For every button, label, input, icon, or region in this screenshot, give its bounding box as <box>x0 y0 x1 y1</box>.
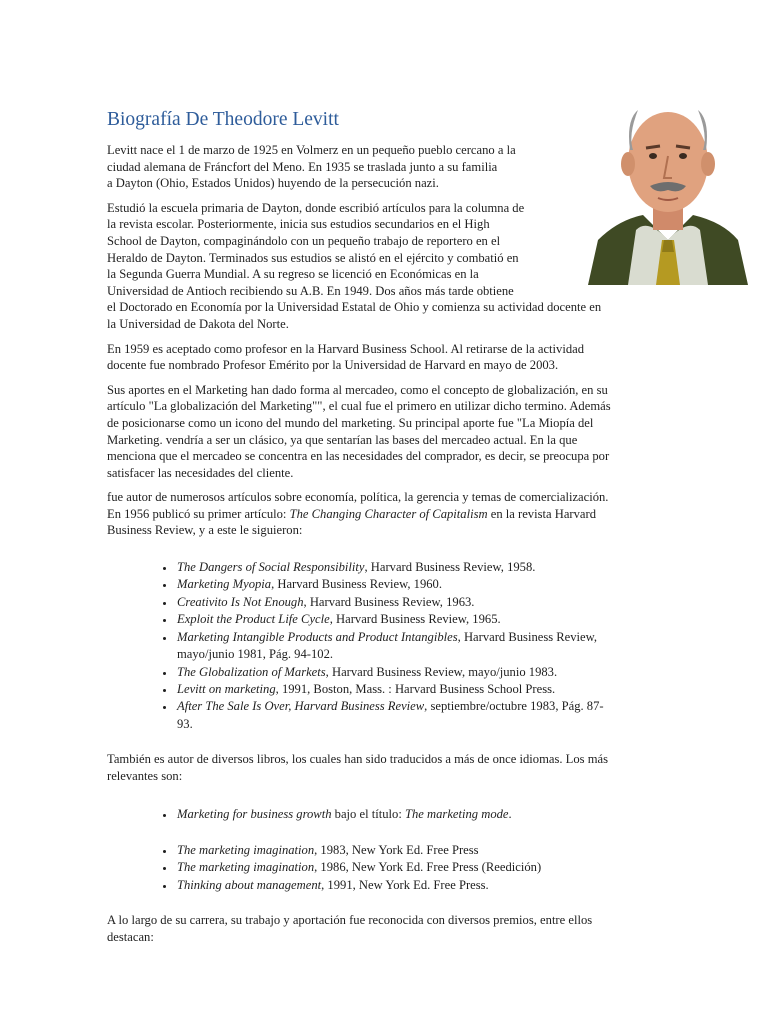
text-line: en la revista Harvard <box>487 506 596 521</box>
book-details: , 1983, New York Ed. Free Press <box>314 842 479 857</box>
article-details: , 1991, Boston, Mass. : Harvard Business School Press. <box>275 681 556 696</box>
text-line: menciona que el mercadeo se concentra en las necesidades del comprador, es decir, se preocupa por <box>107 449 610 464</box>
article-details: 93. <box>177 716 193 731</box>
paragraph-harvard <box>107 341 667 374</box>
article-title: After The Sale Is Over, Harvard Business Review <box>177 699 425 714</box>
article-details: , Harvard Business Review, 1965. <box>329 612 501 627</box>
paragraph-contributions <box>107 382 667 482</box>
article-details: , Harvard Business Review, 1958. <box>364 560 536 575</box>
book-details: bajo el título: <box>331 807 405 822</box>
list-item <box>175 594 667 611</box>
list-item <box>175 681 667 698</box>
text-line: Marketing. vendría a ser un clásico, ya que sentarían las bases del mercadeo actual. En la que <box>107 432 578 447</box>
book-details: , 1991, New York Ed. Free Press. <box>321 877 489 892</box>
article-title: The Dangers of Social Responsibility <box>177 560 365 575</box>
list-item <box>175 698 667 733</box>
text-line: En 1956 publicó su primer artículo: <box>107 506 290 521</box>
text-line: fue autor de numerosos artículos sobre economía, política, la gerencia y temas de comercialización. <box>107 490 609 505</box>
text-line: ciudad alemana de Fráncfort del Meno. En 1935 se traslada junto a su familia <box>107 159 498 174</box>
book-details: . <box>508 807 512 822</box>
article-details: , Harvard Business Review, <box>457 629 598 644</box>
book-title: The marketing imagination <box>177 842 315 857</box>
text-line: relevantes son: <box>107 768 183 783</box>
text-line: También es autor de diversos libros, los cuales han sido traducidos a más de once idiomas. Los más <box>107 752 609 767</box>
article-title: The Globalization of Markets <box>177 664 326 679</box>
paragraph-articles-intro <box>107 489 667 539</box>
article-title: Levitt on marketing <box>177 681 276 696</box>
article-title: Exploit the Product Life Cycle <box>177 612 330 627</box>
book-title: Marketing for business growth <box>177 807 332 822</box>
text-line: School de Dayton, compaginándolo con un pequeño trabajo de reportero en el <box>107 233 501 248</box>
text-line: satisfacer las necesidades del cliente. <box>107 465 294 480</box>
text-line: docente fue nombrado Profesor Emérito por la Universidad de Harvard en mayo de 2003. <box>107 358 559 373</box>
article-details: mayo/junio 1981, Pág. 94-102. <box>177 647 334 662</box>
text-line: artículo "La globalización del Marketing"", el cual fue el primero en utilizar dicho termino. Además <box>107 399 611 414</box>
list-item <box>175 859 667 876</box>
article-title: The Changing Character of Capitalism <box>289 506 488 521</box>
paragraph-books-intro <box>107 751 667 784</box>
paragraph-birth <box>107 142 577 192</box>
list-item <box>175 842 667 859</box>
book-details: , 1986, New York Ed. Free Press (Reedición) <box>314 860 542 875</box>
list-item <box>175 559 667 576</box>
text-line: Levitt nace el 1 de marzo de 1925 en Volmerz en un pequeño pueblo cercano a la <box>107 143 516 157</box>
article-title: Marketing Myopia <box>177 577 272 592</box>
articles-list <box>107 559 667 733</box>
document-body <box>107 108 667 953</box>
text-line: Universidad de Antioch recibiendo su A.B. En 1949. Dos años más tarde obtiene <box>107 283 514 298</box>
text-line: Heraldo de Dayton. Terminados sus estudios se alistó en el ejército y combatió en <box>107 250 519 265</box>
page-title: Biografía De Theodore Levitt <box>107 109 339 130</box>
text-line: a Dayton (Ohio, Estados Unidos) huyendo de la persecución nazi. <box>107 176 439 191</box>
list-item <box>175 611 667 628</box>
books-list <box>107 806 667 894</box>
article-details: , Harvard Business Review, 1963. <box>303 594 475 609</box>
text-line: Business Review, y a este le siguieron: <box>107 523 303 538</box>
paragraph-education <box>107 200 667 333</box>
book-title: Thinking about management <box>177 877 322 892</box>
text-line: la Segunda Guerra Mundial. A su regreso se licenció en Económicas en la <box>107 267 479 282</box>
list-item <box>175 629 667 664</box>
article-details: , septiembre/octubre 1983, Pág. 87- <box>424 699 604 714</box>
text-line: el Doctorado en Economía por la Universidad Estatal de Ohio y comienza su actividad docente en <box>107 300 602 315</box>
text-line: la Universidad de Dakota del Norte. <box>107 316 289 331</box>
book-title: The marketing mode <box>404 807 509 822</box>
paragraph-awards-intro <box>107 912 667 945</box>
text-line: Sus aportes en el Marketing han dado forma al mercadeo, como el concepto de globalización, en su <box>107 382 608 397</box>
text-line: Estudió la escuela primaria de Dayton, donde escribió artículos para la columna de <box>107 200 525 215</box>
list-item <box>175 877 667 894</box>
list-item <box>175 664 667 681</box>
text-line: En 1959 es aceptado como profesor en la Harvard Business School. Al retirarse de la actividad <box>107 341 585 356</box>
article-details: , Harvard Business Review, 1960. <box>271 577 442 592</box>
article-title: Creativito Is Not Enough <box>177 594 304 609</box>
list-item <box>175 576 667 593</box>
text-line: destacan: <box>107 929 154 944</box>
text-line: la revista escolar. Posteriormente, inicia sus estudios secundarios en el High <box>107 217 490 232</box>
text-line: A lo largo de su carrera, su trabajo y aportación fue reconocida con diversos premios, entre ellos <box>107 912 593 927</box>
article-details: , Harvard Business Review, mayo/junio 1983. <box>325 664 558 679</box>
text-line: de posicionarse como un icono del mundo del marketing. Su principal aporte fue "La Miopía del <box>107 415 594 430</box>
book-title: The marketing imagination <box>177 860 315 875</box>
list-item <box>175 806 667 823</box>
article-title: Marketing Intangible Products and Product Intangibles <box>177 629 458 644</box>
